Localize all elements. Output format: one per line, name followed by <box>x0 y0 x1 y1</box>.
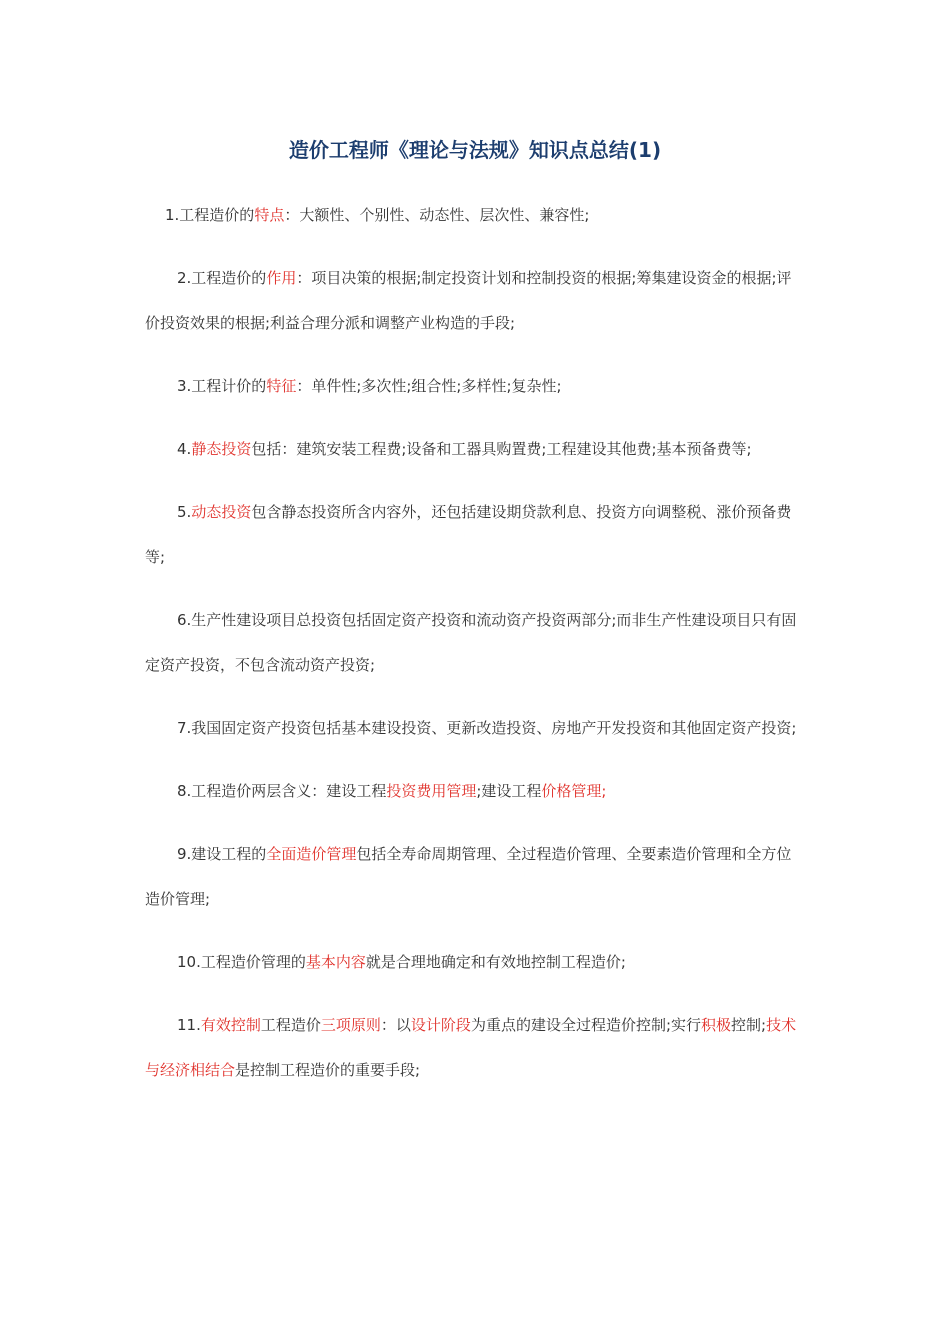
knowledge-point-5 <box>145 490 805 580</box>
knowledge-point-1 <box>145 193 805 238</box>
text-segment: 6.生产性建设项目总投资包括固定资产投资和流动资产投资两部分;而非生产性建设项目只有固定资产投资，不包含流动资产投资; <box>145 611 797 674</box>
text-segment: ：以 <box>380 1016 411 1034</box>
text-segment: 10.工程造价管理的 <box>177 953 306 971</box>
text-segment: 包括：建筑安装工程费;设备和工器具购置费;工程建设其他费;基本预备费等; <box>251 440 752 458</box>
highlighted-term: 动态投资 <box>191 503 252 521</box>
highlighted-term: 特征 <box>266 377 297 395</box>
text-segment: 包含静态投资所含内容外，还包括建设期贷款利息、投资方向调整税、涨价预备费等; <box>145 503 792 566</box>
knowledge-point-4 <box>145 427 805 472</box>
knowledge-point-8 <box>145 769 805 814</box>
text-segment: ：大额性、个别性、动态性、层次性、兼容性; <box>284 206 590 224</box>
knowledge-point-list <box>145 193 805 1093</box>
highlighted-term: 静态投资 <box>191 440 252 458</box>
text-segment: 2.工程造价的 <box>177 269 267 287</box>
text-segment: ：单件性;多次性;组合性;多样性;复杂性; <box>296 377 562 395</box>
text-segment: 4. <box>177 440 192 458</box>
text-segment: 工程造价 <box>260 1016 321 1034</box>
knowledge-point-3 <box>145 364 805 409</box>
document-page <box>145 132 805 1111</box>
highlighted-term: 有效控制 <box>200 1016 261 1034</box>
highlighted-term: 技术与经济相结合 <box>145 1016 797 1079</box>
knowledge-point-7 <box>145 706 805 751</box>
text-segment: 包括全寿命周期管理、全过程造价管理、全要素造价管理和全方位造价管理; <box>145 845 792 908</box>
highlighted-term: 价格管理; <box>541 782 607 800</box>
highlighted-term: 特点 <box>254 206 285 224</box>
knowledge-point-6 <box>145 598 805 688</box>
text-segment: ;建设工程 <box>476 782 542 800</box>
text-segment: 就是合理地确定和有效地控制工程造价; <box>365 953 626 971</box>
text-segment: 11. <box>177 1016 201 1034</box>
text-segment: 5. <box>177 503 192 521</box>
text-segment: ：项目决策的根据;制定投资计划和控制投资的根据;筹集建设资金的根据;评价投资效果的根据;利益合理分派和调整产业构造的手段; <box>145 269 792 332</box>
text-segment: 控制; <box>731 1016 767 1034</box>
highlighted-term: 积极 <box>701 1016 732 1034</box>
highlighted-term: 基本内容 <box>305 953 366 971</box>
highlighted-term: 全面造价管理 <box>266 845 357 863</box>
document-title: 造价工程师《理论与法规》知识点总结(1) <box>288 138 662 162</box>
text-segment: 7.我国固定资产投资包括基本建设投资、更新改造投资、房地产开发投资和其他固定资产投资; <box>177 719 797 737</box>
highlighted-term: 设计阶段 <box>410 1016 471 1034</box>
text-segment: 8.工程造价两层含义：建设工程 <box>177 782 387 800</box>
knowledge-point-10 <box>145 940 805 985</box>
text-segment: 1.工程造价的 <box>165 206 255 224</box>
knowledge-point-2 <box>145 256 805 346</box>
knowledge-point-9 <box>145 832 805 922</box>
highlighted-term: 作用 <box>266 269 297 287</box>
text-segment: 9.建设工程的 <box>177 845 267 863</box>
text-segment: 为重点的建设全过程造价控制;实行 <box>470 1016 701 1034</box>
knowledge-point-11 <box>145 1003 805 1093</box>
text-segment: 是控制工程造价的重要手段; <box>235 1061 421 1079</box>
highlighted-term: 投资费用管理 <box>386 782 477 800</box>
text-segment: 3.工程计价的 <box>177 377 267 395</box>
highlighted-term: 三项原则 <box>320 1016 381 1034</box>
